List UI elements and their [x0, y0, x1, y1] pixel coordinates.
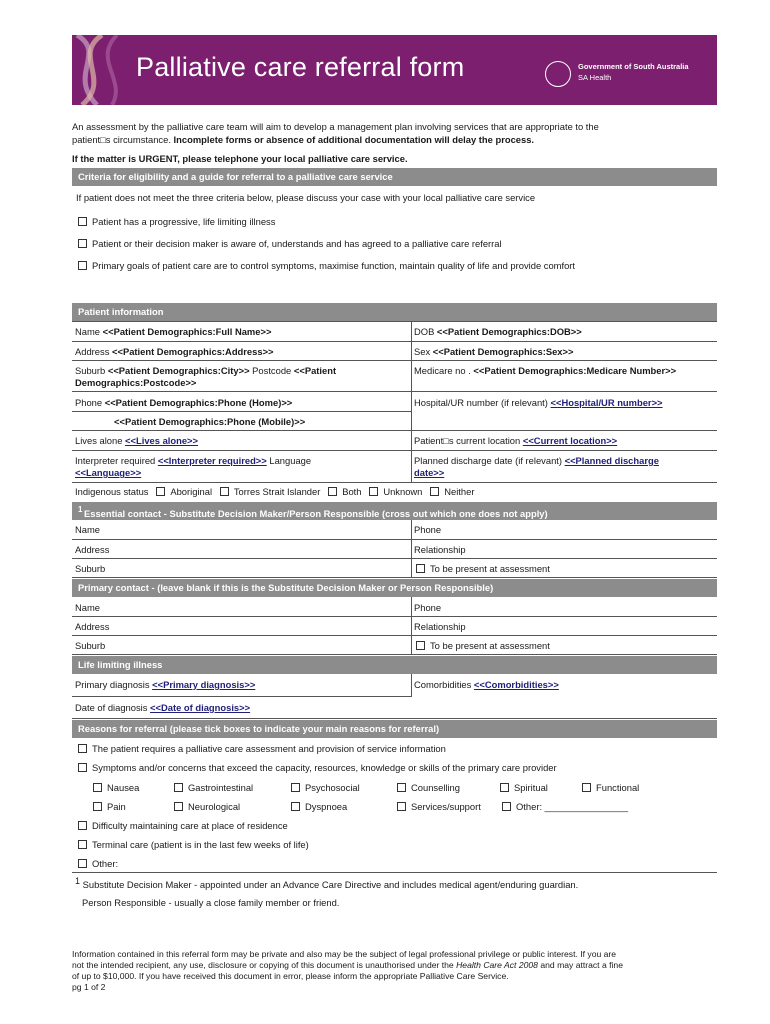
footnote-pr: Person Responsible - usually a close family member or friend. [82, 897, 340, 908]
reason-assessment[interactable]: The patient requires a palliative care assessment and provision of service information [78, 743, 446, 754]
patient-postcode[interactable]: Demographics:Postcode>> [75, 377, 197, 388]
intro-line2: patient□s circumstance. Incomplete forms or absence of additional documentation will delay the process. [72, 134, 535, 145]
criteria-note: If patient does not meet the three criteria below, please discuss your case with your local palliative care service [76, 192, 536, 203]
illness-header: Life limiting illness [72, 656, 717, 674]
crest-icon [545, 61, 571, 87]
symptom-dyspnoea[interactable]: Dyspnoea [291, 801, 347, 812]
primary-relationship[interactable]: Relationship [414, 621, 466, 632]
patient-address[interactable]: Address <<Patient Demographics:Address>> [75, 346, 274, 357]
intro-line1: An assessment by the palliative care team will aim to develop a management plan involving services that are appropriate to the [72, 121, 599, 132]
urgent-note: If the matter is URGENT, please telephone your local palliative care service. [72, 153, 408, 164]
criteria-item-2[interactable]: Patient or their decision maker is aware of, understands and has agreed to a palliative care referral [78, 238, 502, 249]
patient-phone[interactable]: Phone <<Patient Demographics:Phone (Home)>> [75, 397, 293, 408]
patient-discharge-2[interactable]: date>> [414, 467, 445, 478]
comorbidities[interactable]: Comorbidities <<Comorbidities>> [414, 679, 559, 690]
reason-symptoms[interactable]: Symptoms and/or concerns that exceed the capacity, resources, knowledge or skills of the primary care provider [78, 762, 557, 773]
symptom-neurological[interactable]: Neurological [174, 801, 240, 812]
primary-name[interactable]: Name [75, 602, 101, 613]
page-number: pg 1 of 2 [72, 982, 106, 992]
essential-name[interactable]: Name [75, 524, 101, 535]
essential-relationship[interactable]: Relationship [414, 544, 466, 555]
symptom-nausea[interactable]: Nausea [93, 782, 139, 793]
patient-dob[interactable]: DOB <<Patient Demographics:DOB>> [414, 326, 582, 337]
footer-line3: of up to $10,000. If you have received this document in error, please inform the appropriate Palliative Care Service. [72, 971, 509, 981]
symptom-spiritual[interactable]: Spiritual [500, 782, 548, 793]
symptom-other[interactable]: Other: ________________ [502, 801, 628, 812]
primary-diagnosis[interactable]: Primary diagnosis <<Primary diagnosis>> [75, 679, 256, 690]
patient-header: Patient information [72, 303, 717, 321]
patient-sex[interactable]: Sex <<Patient Demographics:Sex>> [414, 346, 574, 357]
reason-difficulty[interactable]: Difficulty maintaining care at place of residence [78, 820, 288, 831]
footnote-sdm: $^1$ Substitute Decision Maker - appointed under an Advance Care Directive and includes medical agent/enduring guardian. [75, 876, 579, 891]
symptom-services-support[interactable]: Services/support [397, 801, 481, 812]
patient-interpreter[interactable]: Interpreter required <<Interpreter required>> Language [75, 455, 312, 466]
symptom-functional[interactable]: Functional [582, 782, 639, 793]
patient-hospital-ur[interactable]: Hospital/UR number (if relevant) <<Hospital/UR number>> [414, 397, 663, 408]
essential-address[interactable]: Address [75, 544, 110, 555]
gov-name: Government of South Australia [578, 62, 689, 71]
essential-phone[interactable]: Phone [414, 524, 442, 535]
dna-helix-graphic [72, 35, 132, 105]
criteria-header: Criteria for eligibility and a guide for referral to a palliative care service [72, 168, 717, 186]
primary-suburb[interactable]: Suburb [75, 640, 106, 651]
footer-line1: Information contained in this referral form may be private and also may be the subject of legal professional privilege or public interest. If you are [72, 949, 617, 959]
patient-mobile[interactable]: <<Patient Demographics:Phone (Mobile)>> [114, 416, 306, 427]
essential-present[interactable]: To be present at assessment [416, 563, 550, 574]
primary-phone[interactable]: Phone [414, 602, 442, 613]
reasons-header: Reasons for referral (please tick boxes to indicate your main reasons for referral) [72, 720, 717, 738]
gov-dept: SA Health [578, 73, 612, 82]
header-banner [72, 35, 717, 105]
essential-suburb[interactable]: Suburb [75, 563, 106, 574]
patient-lives-alone[interactable]: Lives alone <<Lives alone>> [75, 435, 199, 446]
date-of-diagnosis[interactable]: Date of diagnosis <<Date of diagnosis>> [75, 702, 251, 713]
symptom-counselling[interactable]: Counselling [397, 782, 460, 793]
primary-address[interactable]: Address [75, 621, 110, 632]
patient-suburb[interactable]: Suburb <<Patient Demographics:City>> Postcode <<Patient [75, 365, 337, 376]
patient-location[interactable]: Patient□s current location <<Current location>> [414, 435, 618, 446]
patient-medicare[interactable]: Medicare no . <<Patient Demographics:Medicare Number>> [414, 365, 677, 376]
patient-discharge[interactable]: Planned discharge date (if relevant) <<Planned discharge [414, 455, 659, 466]
essential-header: Essential contact - Substitute Decision Maker/Person Responsible (cross out which one does not apply) $^1$ [72, 502, 717, 520]
patient-name[interactable]: Name <<Patient Demographics:Full Name>> [75, 326, 272, 337]
indigenous-status[interactable]: Indigenous status Aboriginal Torres Strait Islander Both Unknown Neither [75, 486, 475, 497]
footer-line2: not the intended recipient, any use, disclosure or copying of this document is unauthorised under the Health Care Act 2008 and may attract a fine [72, 960, 623, 970]
patient-language[interactable]: <<Language>> [75, 467, 142, 478]
symptom-pain[interactable]: Pain [93, 801, 126, 812]
reason-other[interactable]: Other: [78, 858, 118, 869]
criteria-item-1[interactable]: Patient has a progressive, life limiting illness [78, 216, 275, 227]
page-title: Palliative care referral form [136, 52, 465, 82]
symptom-gastrointestinal[interactable]: Gastrointestinal [174, 782, 253, 793]
reason-terminal[interactable]: Terminal care (patient is in the last few weeks of life) [78, 839, 309, 850]
criteria-item-3[interactable]: Primary goals of patient care are to control symptoms, maximise function, maintain quality of life and provide comfort [78, 260, 575, 271]
primary-present[interactable]: To be present at assessment [416, 640, 550, 651]
symptom-psychosocial[interactable]: Psychosocial [291, 782, 360, 793]
primary-header: Primary contact - (leave blank if this is the Substitute Decision Maker or Person Responsible) [72, 579, 717, 597]
